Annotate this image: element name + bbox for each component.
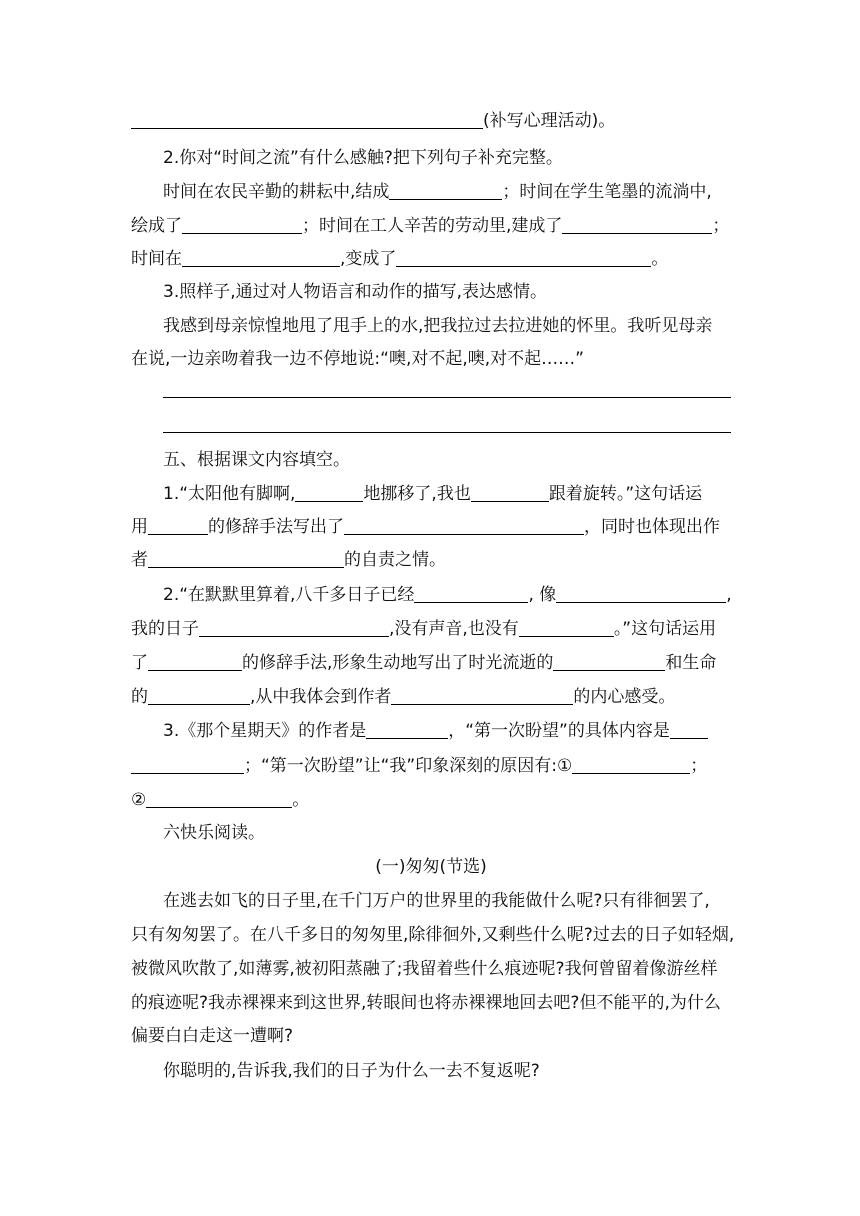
s5-q2-line-2: 我的日子 ,没有声音,也没有 。”这句话运用	[131, 612, 731, 646]
blank[interactable]	[389, 179, 502, 200]
passage-line: 的痕迹呢?我赤裸裸来到这世界,转眼间也将赤裸裸地回去吧?但不能平的,为什么	[131, 993, 721, 1013]
passage-line: 在逃去如飞的日子里,在千门万户的世界里的我能做什么呢?只有徘徊罢了,	[163, 891, 710, 911]
blank[interactable]	[572, 753, 690, 774]
passage-title: (一)匆匆(节选)	[375, 857, 487, 877]
q3-example-line-2: 在说,一边亲吻着我一边不停地说:“噢,对不起,噢,对不起……”	[131, 349, 584, 369]
s5-q2-line-4: 的 ,从中我体会到作者 的内心感受。	[131, 680, 731, 714]
passage-line: 只有匆匆罢了。在八千多日的匆匆里,除徘徊外,又剩些什么呢?过去的日子如轻烟,	[131, 925, 735, 945]
blank[interactable]	[396, 246, 651, 267]
blank[interactable]	[344, 514, 584, 535]
q2-heading: 2.你对“时间之流”有什么感触?把下列句子补充完整。	[163, 148, 563, 168]
s5-q2-line-3: 了 的修辞手法,形象生动地写出了时光流逝的 和生命	[131, 646, 731, 680]
blank[interactable]	[182, 246, 340, 267]
blank[interactable]	[182, 213, 302, 234]
q2-line-1: 时间在农民辛勤的耕耘中,结成 ；时间在学生笔墨的流淌中,	[163, 175, 731, 209]
text: (补写心理活动)。	[483, 111, 616, 131]
blank[interactable]	[131, 753, 244, 774]
blank[interactable]	[562, 213, 712, 234]
s5-q1-line-1: 1.“太阳他有脚啊, 地挪移了,我也 跟着旋转。”这句话运	[163, 477, 731, 511]
blank[interactable]	[414, 582, 528, 603]
blank[interactable]	[556, 582, 726, 603]
s5-q3-line-1: 3.《那个星期天》的作者是 ，“第一次盼望”的具体内容是	[163, 714, 731, 748]
passage-line: 偏要白白走这一遭啊?	[131, 1026, 294, 1046]
passage-line: 被微风吹散了,如薄雾,被初阳蒸融了;我留着些什么痕迹呢?我何曾留着像游丝样	[131, 959, 718, 979]
blank[interactable]	[366, 718, 448, 739]
q2-line-2: 绘成了 ；时间在工人辛苦的劳动里,建成了 ；	[131, 209, 731, 243]
blank[interactable]	[148, 684, 250, 705]
answer-rule[interactable]	[163, 397, 731, 398]
s5-q1-line-2: 用 的修辞手法写出了 ，同时也体现出作	[131, 510, 731, 544]
s5-q1-line-3: 者 的自责之情。	[131, 543, 731, 577]
blank[interactable]	[391, 684, 573, 705]
blank[interactable]	[471, 481, 549, 502]
blank[interactable]	[148, 547, 344, 568]
blank[interactable]	[670, 718, 708, 739]
blank[interactable]	[148, 650, 242, 671]
s5-q3-line-3: ② 。	[131, 783, 731, 817]
blank[interactable]	[295, 481, 363, 502]
s5-q3-line-2: ；“第一次盼望”让“我”印象深刻的原因有:① ；	[131, 749, 731, 783]
s5-q2-line-1: 2.“在默默里算着,八千多日子已经 , 像 ,	[163, 578, 731, 612]
blank[interactable]	[131, 108, 483, 129]
blank[interactable]	[146, 787, 292, 808]
section-6-title: 六快乐阅读。	[163, 823, 265, 843]
q3-example-line-1: 我感到母亲惊惶地甩了甩手上的水,把我拉过去拉进她的怀里。我听见母亲	[163, 316, 713, 336]
q1-answer-line	[131, 104, 731, 138]
blank[interactable]	[553, 650, 665, 671]
blank[interactable]	[199, 616, 389, 637]
q2-line-3: 时间在 ,变成了 。	[131, 242, 731, 276]
answer-rule[interactable]	[163, 432, 731, 433]
blank[interactable]	[519, 616, 614, 637]
q3-heading: 3.照样子,通过对人物语言和动作的描写,表达感情。	[163, 282, 548, 302]
section-5-title: 五、根据课文内容填空。	[163, 450, 350, 470]
blank[interactable]	[148, 514, 208, 535]
passage-line: 你聪明的,告诉我,我们的日子为什么一去不复返呢?	[163, 1061, 540, 1081]
